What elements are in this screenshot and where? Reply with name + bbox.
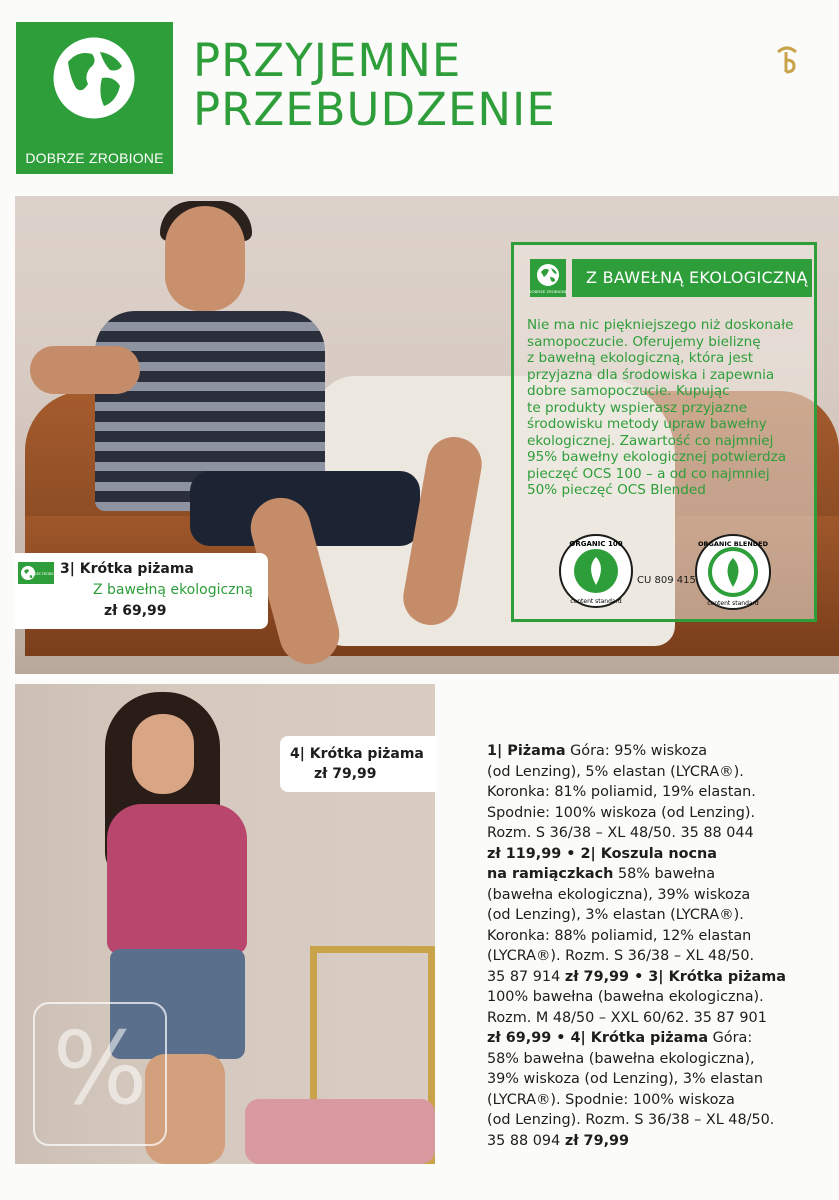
globe-icon: [530, 259, 566, 297]
page-headline: [193, 36, 556, 134]
tag3-title: 3| Krótka piżama: [60, 561, 194, 577]
pink-ottoman: [245, 1099, 435, 1164]
mini-badge-label: DOBRZE ZROBIONE: [26, 572, 60, 576]
organic-blended-seal-icon: [694, 533, 772, 611]
product-tag-4: [280, 736, 436, 792]
cert2-top-text: ORGANIC BLENDED: [698, 540, 768, 548]
percent-icon: %: [52, 1010, 148, 1127]
globe-icon: [48, 32, 140, 124]
product-tag-3: [14, 553, 268, 629]
tag3-subtitle: Z bawełną ekologiczną: [93, 582, 253, 598]
headline-line-2: PRZEBUDZENIE: [193, 83, 556, 136]
badge-label: DOBRZE ZROBIONE: [25, 150, 164, 166]
eco-box-header: [530, 259, 812, 297]
headline-line-1: PRZYJEMNE: [193, 34, 462, 87]
eco-box-text: Nie ma nic piękniejszego niż doskonałe samopoczucie. Oferujemy bieliznę z bawełną ekologiczną, która jest przyjazna dla środowiska i zapewnia dobre samopoczucie. Kupując te produkty wspierasz przyjazne środowisku metody upraw bawełny ekologicznej. Zawartość co najmniej 95% bawełny ekologicznej potwierdza pieczęć OCS 100 – a od co najmniej 50% pieczęć OCS Blended: [527, 317, 794, 498]
cert1-bottom-text: content standard: [570, 598, 622, 605]
cert2-bottom-text: content standard: [707, 600, 759, 607]
tag4-price: zł 79,99: [314, 766, 377, 782]
eco-cotton-info-box: [511, 242, 817, 622]
certificate-code: CU 809 415: [637, 575, 696, 586]
mini-badge-label: DOBRZE ZROBIONE: [528, 289, 568, 294]
globe-icon: [18, 562, 60, 584]
mini-badge: [18, 562, 60, 584]
product-description: 1| Piżama Góra: 95% wiskoza (od Lenzing), 5% elastan (LYCRA®). Koronka: 81% poliamid, 19% elastan. Spodnie: 100% wiskoza (od Lenzing). Rozm. S 36/38 – XL 48/50. 35 88 044 zł 119,99 • 2| Koszula nocna na ramiączkach 58% bawełna (bawełna ekologiczna), 39% wiskoza (od Lenzing), 3% elastan (LYCRA®). Koronka: 88% poliamid, 12% elastan (LYCRA®). Rozm. S 36/38 – XL 48/50. 35 87 914 zł 79,99 • 3| Krótka piżama 100% bawełna (bawełna ekologiczna). Rozm. M 48/50 – XXL 60/62. 35 87 901 zł 69,99 • 4| Krótka piżama Góra: 58% bawełna (bawełna ekologiczna), 39% wiskoza (od Lenzing), 3% elastan (LYCRA®). Spodnie: 100% wiskoza (od Lenzing). Rozm. S 36/38 – XL 48/50. 35 88 094 zł 79,99: [487, 743, 786, 1149]
dobrze-zrobione-badge: [16, 22, 173, 174]
cert1-top-text: ORGANIC 100: [569, 540, 623, 548]
organic-100-seal-icon: [558, 533, 634, 609]
brand-logo-icon: [772, 42, 802, 76]
mini-badge: [530, 259, 566, 297]
tag3-price: zł 69,99: [104, 603, 167, 619]
pink-top: [107, 804, 247, 954]
eco-box-title: Z BAWEŁNĄ EKOLOGICZNĄ: [572, 259, 812, 297]
discount-watermark: [33, 1002, 167, 1146]
tag4-title: 4| Krótka piżama: [290, 746, 424, 762]
